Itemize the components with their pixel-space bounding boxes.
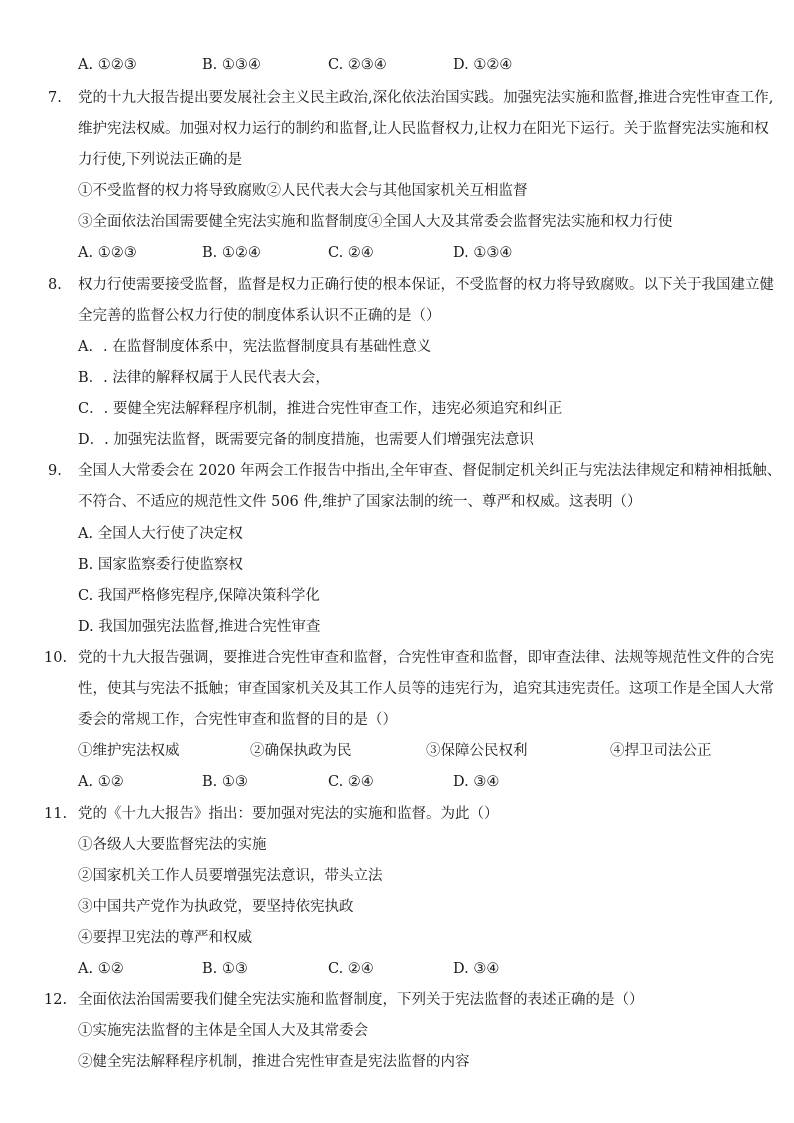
question-text: 党的十九大报告强调，要推进合宪性审查和监督，合宪性审查和监督，即审查法律、法规等规范性文件的合宪 [78, 650, 774, 666]
question-number: 8. [48, 277, 62, 293]
question-number: 9. [48, 463, 62, 479]
prev-question-options [78, 55, 758, 75]
question-text: 不符合、不适应的规范性文件 506 件,维护了国家法制的统一、尊严和权威。这表明（） [78, 494, 642, 510]
question-number: 7. [48, 90, 62, 106]
option-b[interactable]: B．. 法律的解释权属于人民代表大会， [78, 370, 330, 386]
option-a[interactable]: A. ①② [78, 774, 124, 790]
question-text: 全国人大常委会在 2020 年两会工作报告中指出,全年审查、督促制定机关纠正与宪法法律规定和精神相抵触、 [78, 463, 782, 479]
question-text: 性，使其与宪法不抵触；审查国家机关及其工作人员等的违宪行为，追究其违宪责任。这项工作是全国人大常 [78, 681, 774, 697]
option-b[interactable]: B. ①③ [202, 961, 248, 977]
options-row [78, 772, 758, 792]
question-number: 10. [44, 650, 68, 666]
question-text: 党的十九大报告提出要发展社会主义民主政治,深化依法治国实践。加强宪法实施和监督,推进合宪性审查工作, [78, 90, 774, 106]
statement-1: ①维护宪法权威 [78, 743, 180, 759]
statement-line: ①实施宪法监督的主体是全国人大及其常委会 [78, 1023, 368, 1039]
options-row [78, 243, 758, 263]
option-d[interactable]: D. 我国加强宪法监督,推进合宪性审查 [78, 619, 321, 635]
question-number: 11. [44, 806, 68, 822]
statement-2: ②确保执政为民 [250, 743, 352, 759]
statement-line: ①不受监督的权力将导致腐败②人民代表大会与其他国家机关互相监督 [78, 183, 528, 199]
option-b[interactable]: B. ①③ [202, 774, 248, 790]
statement-line: ④要捍卫宪法的尊严和权威 [78, 930, 252, 946]
question-text: 维护宪法权威。加强对权力运行的制约和监督,让人民监督权力,让权力在阳光下运行。关于监督宪法实施和权 [78, 121, 769, 137]
option-a[interactable]: A. ①②③ [78, 245, 137, 261]
question-number: 12. [44, 992, 68, 1008]
option-d[interactable]: D. ①②④ [453, 57, 513, 73]
option-d[interactable]: D．. 加强宪法监督，既需要完备的制度措施，也需要人们增强宪法意识 [78, 432, 534, 448]
option-c[interactable]: C. ②④ [328, 774, 374, 790]
question-text: 委会的常规工作，合宪性审查和监督的目的是（） [78, 712, 397, 728]
option-d[interactable]: D. ①③④ [453, 245, 513, 261]
options-row [78, 959, 758, 979]
question-text: 全完善的监督公权力行使的制度体系认识不正确的是（） [78, 308, 441, 324]
statements-row [78, 741, 758, 761]
option-b[interactable]: B. ①②④ [202, 245, 261, 261]
statement-line: ①各级人大要监督宪法的实施 [78, 837, 267, 853]
statement-4: ④捍卫司法公正 [610, 743, 712, 759]
statement-line: ②国家机关工作人员要增强宪法意识，带头立法 [78, 868, 383, 884]
option-c[interactable]: C. ②④ [328, 245, 374, 261]
statement-line: ③中国共产党作为执政党，要坚持依宪执政 [78, 899, 354, 915]
option-a[interactable]: A. ①②③ [78, 57, 137, 73]
statement-line: ②健全宪法解释程序机制，推进合宪性审查是宪法监督的内容 [78, 1054, 470, 1070]
option-b[interactable]: B. ①③④ [202, 57, 261, 73]
statement-line: ③全面依法治国需要健全宪法实施和监督制度④全国人大及其常委会监督宪法实施和权力行使 [78, 214, 673, 230]
option-c[interactable]: C．. 要健全宪法解释程序机制，推进合宪性审查工作，违宪必须追究和纠正 [78, 401, 563, 417]
option-a[interactable]: A．. 在监督制度体系中，宪法监督制度具有基础性意义 [78, 339, 432, 355]
option-a[interactable]: A. 全国人大行使了决定权 [78, 526, 243, 542]
option-c[interactable]: C. ②④ [328, 961, 374, 977]
statement-3: ③保障公民权利 [426, 743, 528, 759]
question-text: 力行使,下列说法正确的是 [78, 152, 243, 168]
option-a[interactable]: A. ①② [78, 961, 124, 977]
question-text: 全面依法治国需要我们健全宪法实施和监督制度，下列关于宪法监督的表述正确的是（） [78, 992, 644, 1008]
option-d[interactable]: D. ③④ [453, 961, 500, 977]
question-text: 权力行使需要接受监督，监督是权力正确行使的根本保证，不受监督的权力将导致腐败。以下关于我国建立健 [78, 277, 774, 293]
question-text: 党的《十九大报告》指出：要加强对宪法的实施和监督。为此（） [78, 806, 499, 822]
option-c[interactable]: C. ②③④ [328, 57, 387, 73]
option-b[interactable]: B. 国家监察委行使监察权 [78, 557, 243, 573]
option-d[interactable]: D. ③④ [453, 774, 500, 790]
option-c[interactable]: C. 我国严格修宪程序,保障决策科学化 [78, 588, 320, 604]
